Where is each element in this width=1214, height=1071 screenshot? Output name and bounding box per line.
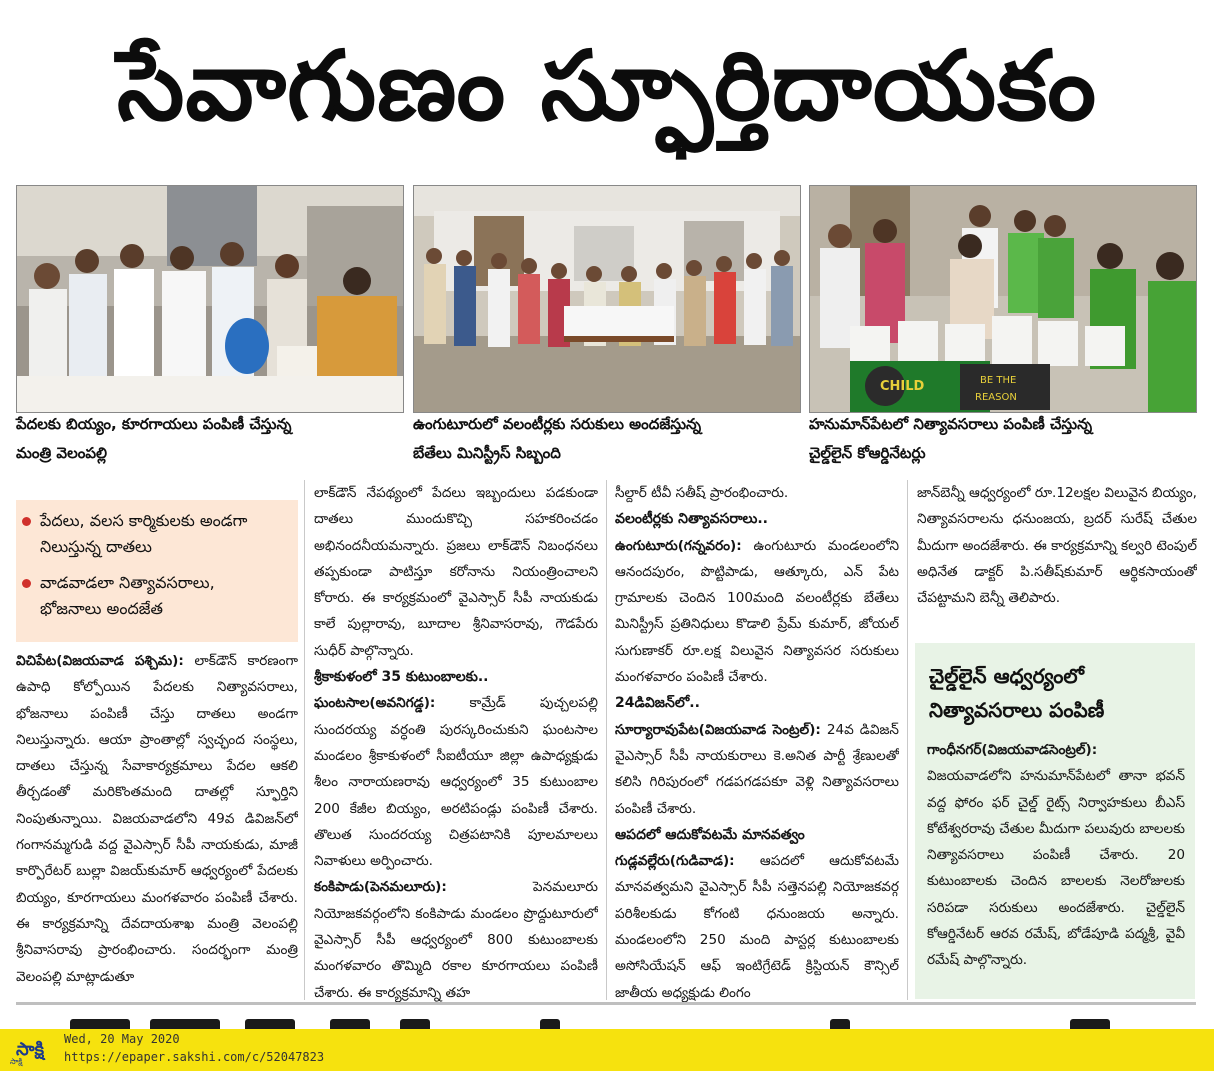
bullet-icon: [22, 579, 31, 588]
footer-bar: [0, 1029, 1214, 1071]
subheading: వలంటీర్లకు నిత్యావసరాలు..: [615, 511, 768, 528]
photo-caption-1: పేదలకు బియ్యం, కూరగాయలు పంపిణీ చేస్తున్న మంత్రి వెలంపల్లి: [16, 415, 292, 462]
article-column-4: జాన్‌బెన్నీ ఆధ్వర్యంలో రూ.12లక్షల విలువైన బియ్యం, నిత్యావసరాలను ధనుంజయ, బ్రదర్ సురేష్ చేతుల మీదుగా అందజేశారు. ఈ కార్యక్రమాన్ని కల్వరి టెంపుల్ అధినేత డాక్టర్ పి.సతీష్‌కుమార్ ఆర్థికసాయంతో చేపట్టామని బెన్నీ తెలిపారు.: [917, 485, 1197, 607]
article-column-1: విచిపేట(విజయవాడ పశ్చిమ): లాక్‌డౌన్ కారణంగా ఉపాధి కోల్పోయిన పేదలకు నిత్యావసరాలు, భోజనాలు పంపిణీ చేస్తు దాతలు అండగా నిలుస్తున్నారు. ఆయా ప్రాంతాల్లో స్వచ్ఛంద సంస్థలు, దాతలు చేస్తున్న సేవాకార్యక్రమాలు పేదల ఆకలి తీర్చడంతో మరికొంతమంది దాతల్లో స్ఫూర్తిని నింపుతున్నాయి. విజయవాడలోని 49వ డివిజన్‌లో గంగానమ్మగుడి వద్ద వైఎస్సార్ సీపీ నాయకుడు, మాజీ కార్పొరేటర్ బుల్లా విజయ్‌కుమార్ ఆధ్వర్యంలో పేదలకు బియ్యం, కూరగాయలు మంగళవారం పంపిణీ చేశారు. ఈ కార్యక్రమాన్ని దేవదాయశాఖ మంత్రి వెలంపల్లి శ్రీనివాసరావు ప్రారంభించారు. సందర్భంగా మంత్రి వెలంపల్లి మాట్లాడుతూ: [16, 653, 298, 985]
dateline: ఘంటసాల(అవనిగడ్డ):: [314, 695, 436, 712]
bullet-icon: [22, 517, 31, 526]
svg-text:CHILD: CHILD: [880, 379, 925, 394]
photo-minister-distribution: [16, 185, 404, 413]
photo-caption-3: హనుమాన్‌పేటలో నిత్యావసరాలు పంపిణీ చేస్తున్న చైల్డ్‌లైన్ కోఆర్డినేటర్లు: [809, 415, 1093, 462]
article-column-3: సీల్దార్ టీవీ సతీష్ ప్రారంభించారు. వలంటీర్లకు నిత్యావసరాలు.. ఉంగుటూరు(గన్నవరం): ఉంగుటూరు మండలంలోని ఆనందపురం, పొట్టిపాడు, ఆత్కూరు, ఎన్ పేట గ్రామాలకు చెందిన 100మంది వలంటీర్లకు బేతేలు మినిస్ట్రీస్ ప్రతినిధులు కొడాలి ప్రేమ్ కుమార్, జోయల్ సుగుణాకర్ రూ.లక్ష విలువైన నిత్యావసర సరుకులు మంగళవారం పంపిణీ చేశారు. 24డివిజన్‌లో.. సూర్యారావుపేట(విజయవాడ సెంట్రల్): 24వ డివిజన్ వైఎస్సార్ సీపీ నాయకురాలు కె.అనిత పార్టీ శ్రేణులతో కలిసి గిరిపురంలో గడపగడపకూ వెళ్లి నిత్యావసరాలు పంపిణీ చేశారు. ఆపదలో ఆదుకోవటమే మానవత్వం గుడ్లవల్లేరు(గుడివాడ): ఆపదలో ఆదుకోవటమే మానవత్వమని వైఎస్సార్ సీపీ సత్తెనపల్లి నియోజకవర్గ పరిశీలకుడు కోగంటి ధనుంజయ అన్నారు. మండలంలోని 250 మంది పాస్టర్ల కుటుంబాలకు అసోసియేషన్ ఆఫ్ ఇంటిగ్రేటెడ్ క్రిస్టియన్ కౌన్సిల్ జాతీయ అధ్యక్షుడు లింగం: [615, 485, 899, 1001]
dateline: గాంధీనగర్(విజయవాడసెంట్రల్):: [927, 742, 1098, 758]
photo-caption-2: ఉంగుటూరులో వలంటీర్లకు సరుకులు అందజేస్తున్న బేతేలు మినిస్ట్రీస్ సిబ్బంది: [413, 415, 702, 462]
box-title: చైల్డ్‌లైన్ ఆధ్వర్యంలో నిత్యావసరాలు పంపిణీ: [929, 664, 1105, 722]
subheading: శ్రీకాకుళంలో 35 కుటుంబాలకు..: [314, 669, 489, 686]
highlights-box: [16, 500, 298, 642]
subheading: 24డివిజన్‌లో..: [615, 695, 700, 712]
highlight-item: వాడవాడలా నిత్యావసరాలు, భోజనాలు అందజేత: [40, 570, 280, 622]
bottom-rule: [16, 1002, 1196, 1005]
footer-url[interactable]: https://epaper.sakshi.com/c/52047823: [64, 1050, 325, 1064]
column-rule: [907, 480, 908, 1000]
banner-text-line1: BE THE: [980, 375, 1017, 386]
dateline: గుడ్లవల్లేరు(గుడివాడ):: [615, 853, 735, 870]
dateline: ఉంగుటూరు(గన్నవరం):: [615, 537, 742, 554]
sidebar-box: [915, 643, 1195, 999]
banner-text-line2: REASON: [975, 392, 1017, 403]
footer-date: Wed, 20 May 2020: [64, 1032, 180, 1046]
column-rule: [304, 480, 305, 1000]
dateline: కంకిపాడు(పెనమలూరు):: [314, 879, 447, 896]
dateline: విచిపేట(విజయవాడ పశ్చిమ):: [16, 653, 184, 669]
subheading: ఆపదలో ఆదుకోవటమే మానవత్వం: [615, 826, 805, 843]
box-text: గాంధీనగర్(విజయవాడసెంట్రల్): విజయవాడలోని హనుమాన్‌పేటలో తానా భవన్ వద్ద ఫోరం ఫర్ చైల్డ్ రైట్స్ నిర్వాహకులు బీఎస్ కోటేశ్వరరావు చేతుల మీదుగా పలువురు బాలలకు నిత్యావసరాలు పంపిణీ చేశారు. 20 కుటుంబాలకు చెందిన బాలలకు నెలరోజులకు సరిపడా సరుకులు అందజేశారు. చైల్డ్‌లైన్ కోఆర్డినేటర్ ఆరవ రమేష్, బోడేపూడి పద్మశ్రీ, వైవీ రమేష్ పాల్గొన్నారు.: [927, 742, 1185, 969]
article-column-2: లాక్‌డౌన్ నేపథ్యంలో పేదలు ఇబ్బందులు పడకుండా దాతలు ముందుకొచ్చి సహకరించడం అభినందనీయమన్నారు. ప్రజలు లాక్‌డౌన్ నిబంధనలు తప్పకుండా పాటిస్తూ కరోనాను నియంత్రించాలని కోరారు. ఈ కార్యక్రమంలో వైఎస్సార్ సీపీ నాయకుడు కాలే పుల్లారావు, బూదాల శ్రీనివాసరావు, గౌడపేరు సుధీర్ పాల్గొన్నారు. శ్రీకాకుళంలో 35 కుటుంబాలకు.. ఘంటసాల(అవనిగడ్డ): కామ్రేడ్ పుచ్చలపల్లి సుందరయ్య వర్ధంతి పురస్కరించుకుని ఘంటసాల మండలం శ్రీకాకుళంలో సీఐటీయూ జిల్లా ఉపాధ్యక్షుడు శీలం నారాయణరావు ఆధ్వర్యంలో 35 కుటుంబాల 200 కేజీల బియ్యం, అరటిపండ్లు పంపిణీ చేశారు. తొలుత సుందరయ్య చిత్రపటానికి పూలమాలలు నివాళులు అర్పించారు. కంకిపాడు(పెనమలూరు): పెనమలూరు నియోజకవర్గంలోని కంకిపాడు మండలం ప్రొద్దుటూరులో వైఎస్సార్ సీపీ ఆధ్వర్యంలో 800 కుటుంబాలకు మంగళవారం తొమ్మిది రకాల కూరగాయలు పంపిణీ చేశారు. ఈ కార్యక్రమాన్ని తహ: [314, 485, 598, 1001]
photo-volunteers-supplies: [413, 185, 801, 413]
sakshi-logo: సాక్షి: [16, 1039, 44, 1060]
logo-subtitle: సాక్షి: [10, 1057, 23, 1066]
headline: సేవాగుణం స్ఫూర్తిదాయకం: [117, 30, 1097, 142]
column-rule: [606, 480, 607, 1000]
dateline: సూర్యారావుపేట(విజయవాడ సెంట్రల్):: [615, 721, 821, 738]
highlight-item: పేదలు, వలస కార్మికులకు అండగా నిలుస్తున్న దాతలు: [40, 508, 280, 560]
photo-childline-distribution: [809, 185, 1197, 413]
